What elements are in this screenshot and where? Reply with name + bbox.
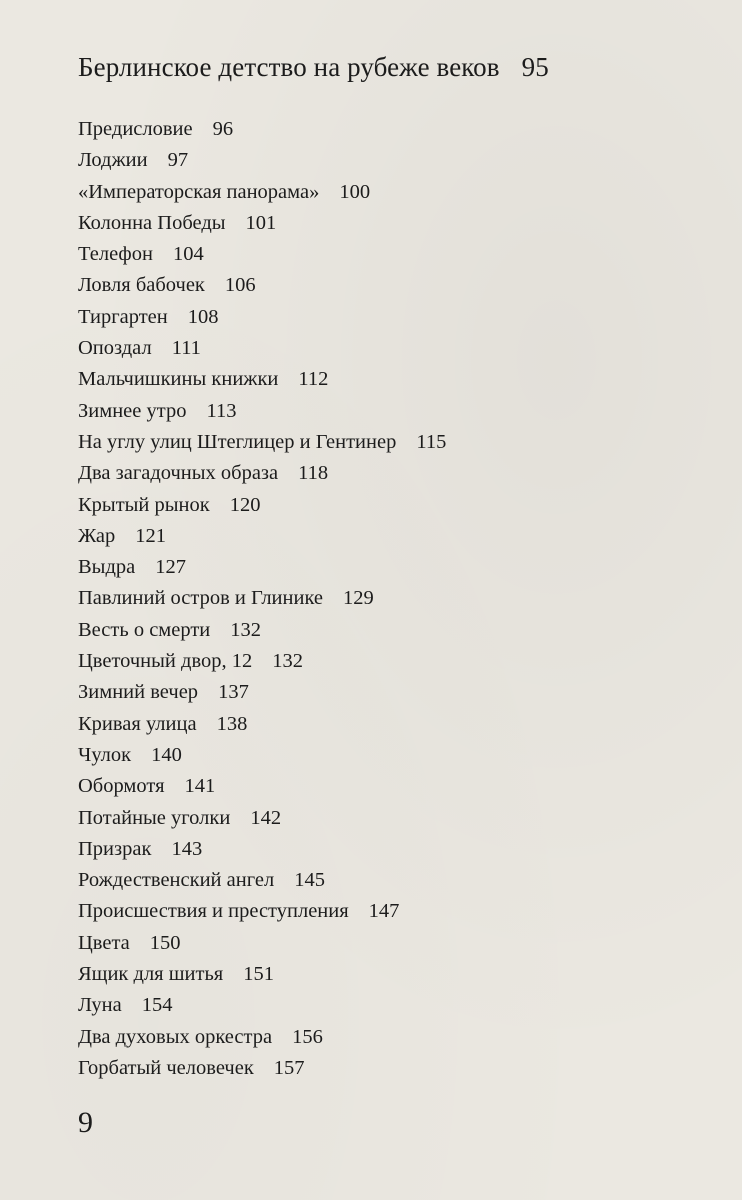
toc-entry-title: Павлиний остров и Глинике [78, 587, 324, 610]
toc-entry-title: Весть о смерти [78, 618, 211, 641]
table-of-contents [78, 114, 446, 1084]
toc-entry-title: Ящик для шитья [78, 963, 224, 986]
toc-entry [78, 803, 446, 834]
toc-entry-page: 96 [212, 118, 234, 140]
toc-entry [78, 364, 446, 395]
toc-entry [78, 427, 446, 458]
toc-entry [78, 239, 446, 270]
toc-entry [78, 521, 446, 552]
toc-entry-page: 97 [167, 149, 189, 172]
toc-entry-page: 143 [171, 837, 203, 860]
toc-entry-page: 132 [230, 618, 262, 641]
toc-entry [78, 208, 446, 239]
toc-entry-page: 142 [250, 806, 282, 829]
section-heading-page: 95 [521, 52, 549, 82]
toc-entry-page: 138 [216, 712, 248, 735]
toc-entry-page: 101 [245, 211, 277, 234]
toc-entry-title: Чулок [78, 743, 132, 766]
toc-entry [78, 990, 446, 1021]
toc-entry-page: 118 [298, 462, 329, 485]
toc-entry-page: 140 [151, 743, 182, 766]
toc-entry-title: Рождественский ангел [78, 869, 275, 892]
toc-entry-page: 121 [135, 524, 166, 547]
toc-entry-title: Цвета [78, 931, 130, 954]
page-number: 9 [78, 1106, 93, 1139]
toc-entry [78, 302, 446, 333]
toc-entry [78, 771, 446, 802]
toc-entry-title: Телефон [78, 243, 153, 266]
toc-entry-title: Цветочный двор, 12 [78, 650, 253, 673]
toc-entry-title: Зимний вечер [78, 681, 199, 704]
toc-entry-page: 100 [339, 180, 371, 203]
toc-entry-page: 113 [206, 399, 237, 422]
toc-entry-page: 150 [149, 931, 181, 954]
toc-entry [78, 1053, 446, 1084]
toc-entry [78, 396, 446, 427]
toc-entry-page: 147 [368, 900, 400, 923]
toc-entry-title: Зимнее утро [78, 399, 187, 422]
toc-entry [78, 333, 446, 364]
toc-entry-title: Опоздал [78, 337, 152, 360]
toc-entry [78, 677, 446, 708]
toc-entry-title: На углу улиц Штеглицер и Гентинер [78, 430, 397, 453]
toc-entry-title: Лоджии [78, 149, 148, 172]
toc-entry-title: Крытый рынок [78, 493, 210, 516]
toc-entry-title: Потайные уголки [78, 806, 231, 829]
toc-entry [78, 709, 446, 740]
toc-entry-page: 111 [171, 337, 201, 360]
toc-entry-title: Призрак [78, 837, 152, 860]
toc-entry-title: Тиргартен [78, 305, 168, 328]
toc-entry-title: Жар [78, 524, 116, 547]
toc-entry-title: Ловля бабочек [78, 274, 205, 297]
toc-entry-page: 141 [184, 775, 216, 798]
toc-entry [78, 834, 446, 865]
toc-entry-title: Два духовых оркестра [78, 1025, 273, 1048]
toc-entry-title: Кривая улица [78, 712, 197, 735]
toc-entry [78, 552, 446, 583]
toc-entry-page: 120 [229, 493, 261, 516]
toc-entry [78, 583, 446, 614]
toc-entry-page: 112 [298, 368, 329, 391]
toc-entry [78, 646, 446, 677]
toc-entry-page: 106 [224, 274, 256, 297]
toc-entry [78, 177, 446, 208]
toc-entry-title: Обормотя [78, 775, 165, 798]
toc-entry [78, 928, 446, 959]
toc-entry [78, 865, 446, 896]
toc-entry-page: 154 [141, 994, 173, 1017]
section-heading [78, 50, 549, 84]
toc-entry [78, 458, 446, 489]
toc-entry-page: 157 [273, 1056, 305, 1079]
toc-entry [78, 740, 446, 771]
toc-entry-title: Два загадочных образа [78, 462, 279, 485]
toc-entry-title: Предисловие [78, 118, 193, 140]
toc-entry [78, 959, 446, 990]
toc-entry [78, 490, 446, 521]
toc-entry-title: Выдра [78, 556, 136, 579]
toc-entry [78, 896, 446, 927]
toc-entry-page: 151 [243, 963, 274, 986]
toc-entry-page: 104 [172, 243, 204, 266]
toc-entry-title: Луна [78, 994, 122, 1017]
toc-entry [78, 114, 446, 145]
toc-entry-page: 145 [294, 869, 325, 892]
toc-entry [78, 615, 446, 646]
toc-entry-page: 127 [155, 556, 186, 579]
section-heading-title: Берлинское детство на рубеже веков [78, 52, 500, 82]
toc-entry-page: 137 [218, 681, 249, 704]
toc-entry-title: Колонна Победы [78, 211, 226, 234]
toc-entry-title: Мальчишкины книжки [78, 368, 279, 391]
toc-entry-title: Происшествия и преступления [78, 900, 349, 923]
toc-entry [78, 1022, 446, 1053]
toc-entry-page: 108 [187, 305, 219, 328]
toc-entry-title: Горбатый человечек [78, 1056, 254, 1079]
toc-entry-page: 132 [272, 650, 303, 673]
toc-entry-page: 115 [416, 430, 447, 453]
toc-entry-title: «Императорская панорама» [78, 180, 320, 203]
toc-entry-page: 129 [343, 587, 374, 610]
toc-entry [78, 270, 446, 301]
toc-entry [78, 145, 446, 176]
toc-entry-page: 156 [292, 1025, 323, 1048]
